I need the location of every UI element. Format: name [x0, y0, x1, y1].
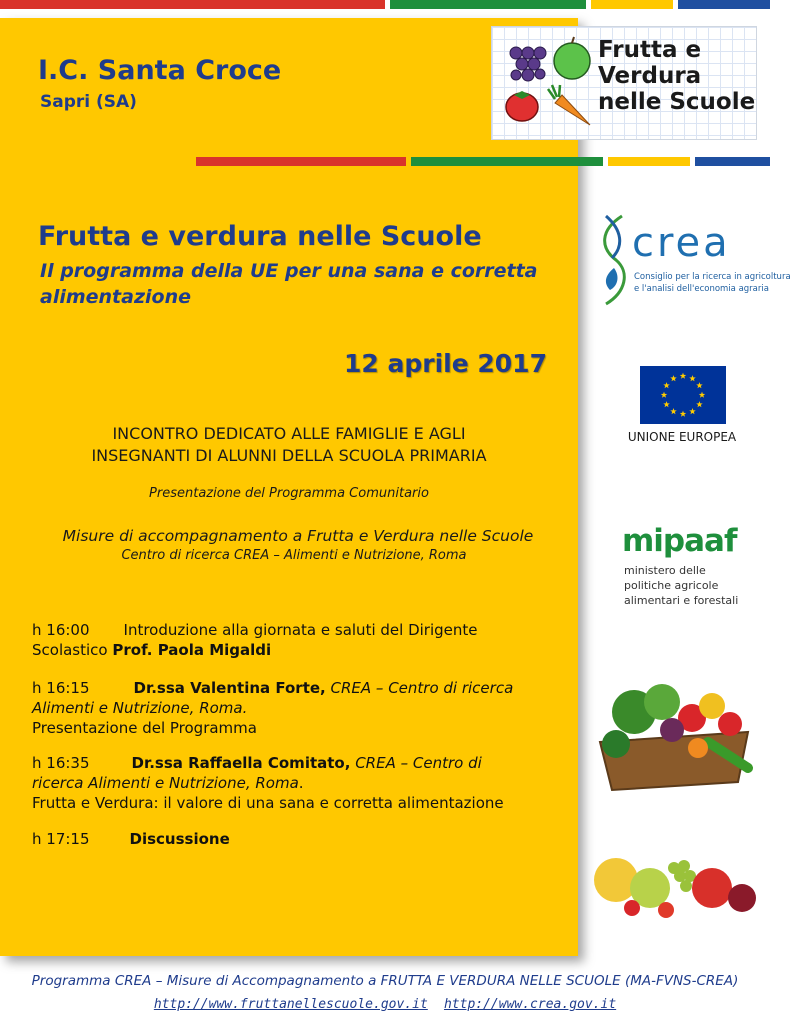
crea-helix-icon [592, 210, 636, 310]
vegetable-basket-image [588, 672, 760, 794]
speaker-name: Dr.ssa Raffaella Comitato, [131, 754, 351, 772]
frutta-verdura-logo [491, 26, 757, 140]
fruit-image [592, 848, 762, 920]
fruit-veg-illustration-icon [500, 33, 600, 133]
eu-flag-icon [640, 366, 726, 424]
footer-link-crea[interactable]: http://www.crea.gov.it [443, 997, 617, 1012]
subtitle-line-2: alimentazione [40, 286, 191, 308]
page-title: Frutta e verdura nelle Scuole [38, 221, 482, 252]
mipaaf-wordmark: mipaaf [622, 523, 737, 559]
crea-tagline-2: e l'analisi dell'economia agraria [634, 284, 769, 294]
mipaaf-text: ministero delle politiche agricole alimentari e forestali [624, 564, 739, 607]
schedule-item-2: h 16:15 Dr.ssa Valentina Forte, CREA – Centro di ricerca Alimenti e Nutrizione, Roma. Presentazione del Programma [32, 678, 572, 738]
footer-links [0, 993, 770, 1012]
meeting-line-1: INCONTRO DEDICATO ALLE FAMIGLIE E AGLI [112, 424, 466, 443]
school-name: I.C. Santa Croce [38, 55, 282, 86]
centro-line: Centro di ricerca CREA – Alimenti e Nutrizione, Roma [121, 548, 467, 563]
eu-logo [606, 362, 746, 452]
speaker-name: Dr.ssa Valentina Forte, [133, 679, 326, 697]
subtitle-line-1: Il programma della UE per una sana e corretta [40, 260, 538, 282]
schedule-time: h 16:35 [32, 754, 90, 772]
event-date: 12 aprile 2017 [344, 349, 547, 378]
schedule-item-3: h 16:35 Dr.ssa Raffaella Comitato, CREA – Centro di ricerca Alimenti e Nutrizione, Roma. Frutta e Verdura: il valore di una sana e corretta alimentazione [32, 753, 572, 813]
schedule-text: Introduzione alla giornata e saluti del Dirigente [123, 621, 478, 639]
footer-program-line: Programma CREA – Misure di Accompagnamento a FRUTTA E VERDURA NELLE SCUOLE (MA-FVNS-CREA) [31, 973, 739, 989]
school-location: Sapri (SA) [40, 92, 137, 112]
meeting-description [0, 423, 578, 467]
presentation-line: Presentazione del Programma Comunitario [149, 486, 429, 501]
schedule-time: h 16:15 [32, 679, 90, 697]
crea-logo [592, 210, 791, 320]
footer-link-fruttanellescuole[interactable]: http://www.fruttanellescuole.gov.it [153, 997, 428, 1012]
schedule-description: Presentazione del Programma [32, 719, 257, 737]
eu-label: UNIONE EUROPEA [627, 430, 737, 444]
schedule-item-4 [32, 829, 572, 849]
logo-text: Frutta e Verdura nelle Scuole [598, 37, 756, 115]
crea-wordmark: crea [632, 220, 731, 266]
schedule-text: Discussione [129, 830, 230, 848]
meeting-line-2: INSEGNANTI DI ALUNNI DELLA SCUOLA PRIMARIA [91, 446, 487, 465]
schedule-item-1: h 16:00 Introduzione alla giornata e saluti del Dirigente Scolastico Prof. Paola Migaldi [32, 621, 478, 659]
schedule-time: h 17:15 [32, 830, 90, 848]
measures-line: Misure di accompagnamento a Frutta e Verdura nelle Scuole [62, 527, 534, 545]
speaker-name: Prof. Paola Migaldi [112, 641, 272, 659]
schedule-description: Frutta e Verdura: il valore di una sana e corretta alimentazione [32, 794, 504, 812]
schedule-time: h 16:00 [32, 621, 90, 639]
mipaaf-logo [618, 523, 768, 618]
crea-tagline-1: Consiglio per la ricerca in agricoltura [634, 272, 791, 282]
